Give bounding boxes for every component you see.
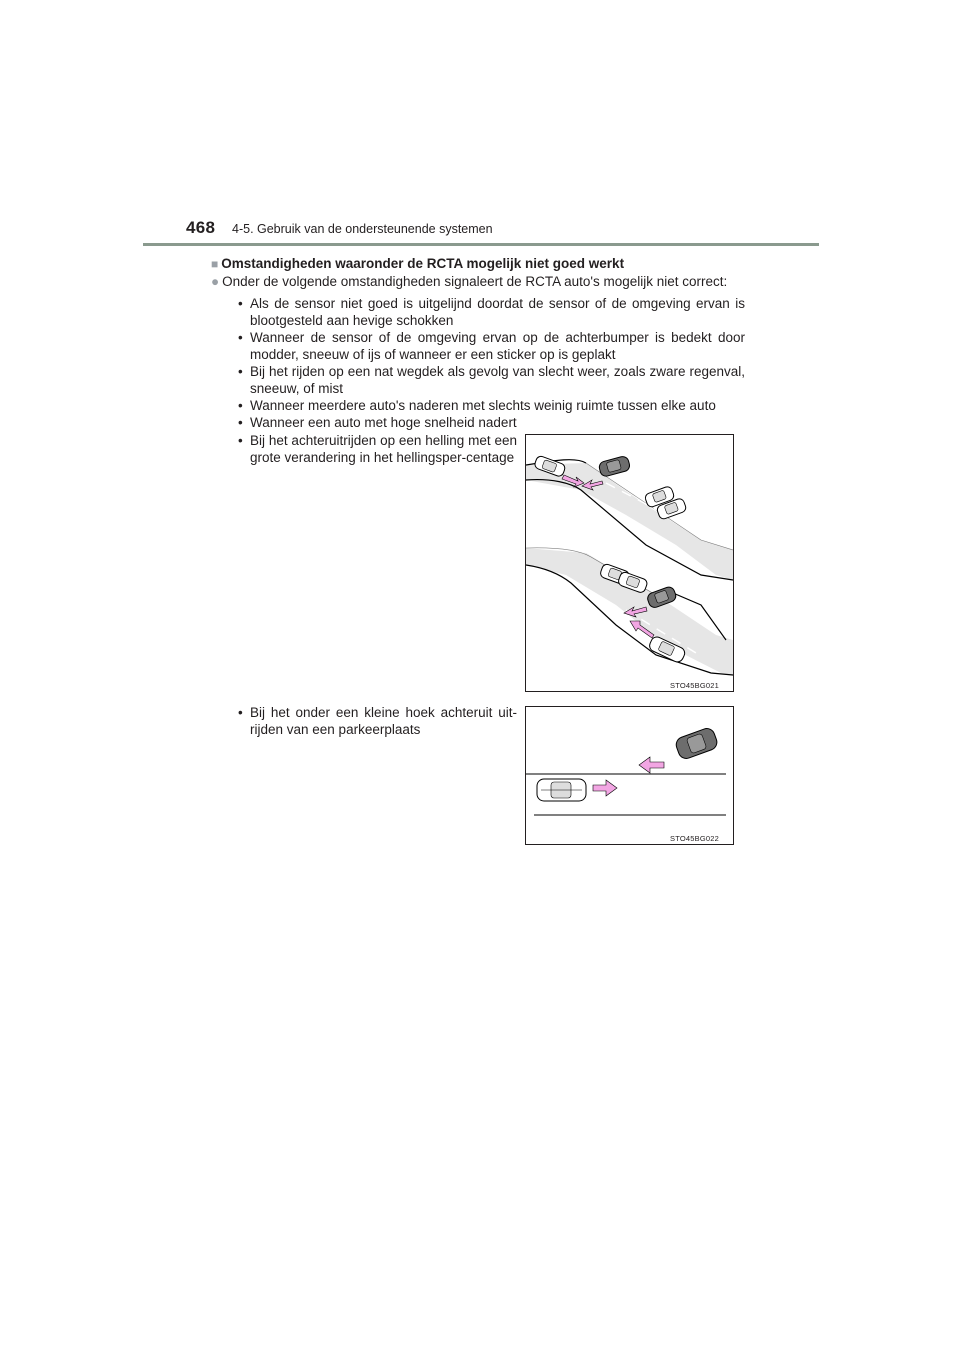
lead-paragraph	[211, 274, 727, 289]
slope-illustration	[526, 435, 733, 691]
list-item: • Als de sensor niet goed is uitgelijnd doordat de sensor of de omgeving ervan is blootgesteld aan hevige schokken	[238, 295, 745, 329]
car-icon	[674, 726, 719, 760]
figure-caption-parking: • Bij het onder een kleine hoek achteruit uit-rijden van een parkeerplaats	[238, 704, 517, 738]
circle-bullet-icon: ●	[211, 274, 220, 289]
list-item: • Wanneer de sensor of de omgeving ervan op de achterbumper is bedekt door modder, sneeuw of ijs of wanneer er een sticker op is geplakt	[238, 329, 745, 363]
section-heading	[211, 256, 624, 271]
car-icon	[598, 455, 631, 477]
square-bullet-icon: ■	[211, 257, 219, 271]
figure-code: STO45BG021	[670, 681, 719, 690]
list-item: • Wanneer meerdere auto's naderen met slechts weinig ruimte tussen elke auto	[238, 397, 745, 414]
parking-illustration	[526, 707, 733, 844]
figure-slope	[525, 434, 734, 692]
conditions-list	[238, 295, 745, 431]
figure-parking	[525, 706, 734, 845]
list-item: • Wanneer een auto met hoge snelheid nadert	[238, 414, 745, 431]
chapter-title: 4-5. Gebruik van de ondersteunende systemen	[232, 222, 493, 236]
figure-caption-slope: • Bij het achteruitrijden op een helling met een grote verandering in het hellingsper-centage	[238, 432, 517, 466]
page-number: 468	[186, 218, 216, 237]
arrow-icon	[593, 780, 617, 796]
car-icon	[646, 585, 677, 609]
arrow-icon	[639, 757, 664, 773]
lead-text: Onder de volgende omstandigheden signaleert de RCTA auto's mogelijk niet correct:	[222, 274, 728, 289]
car-icon	[537, 779, 586, 801]
figure-code: STO45BG022	[670, 834, 719, 843]
header-rule	[143, 243, 819, 246]
list-item: • Bij het rijden op een nat wegdek als gevolg van slecht weer, zoals zware regenval, sneeuw, of mist	[238, 363, 745, 397]
section-heading-text: Omstandigheden waaronder de RCTA mogelijk niet goed werkt	[221, 256, 625, 271]
